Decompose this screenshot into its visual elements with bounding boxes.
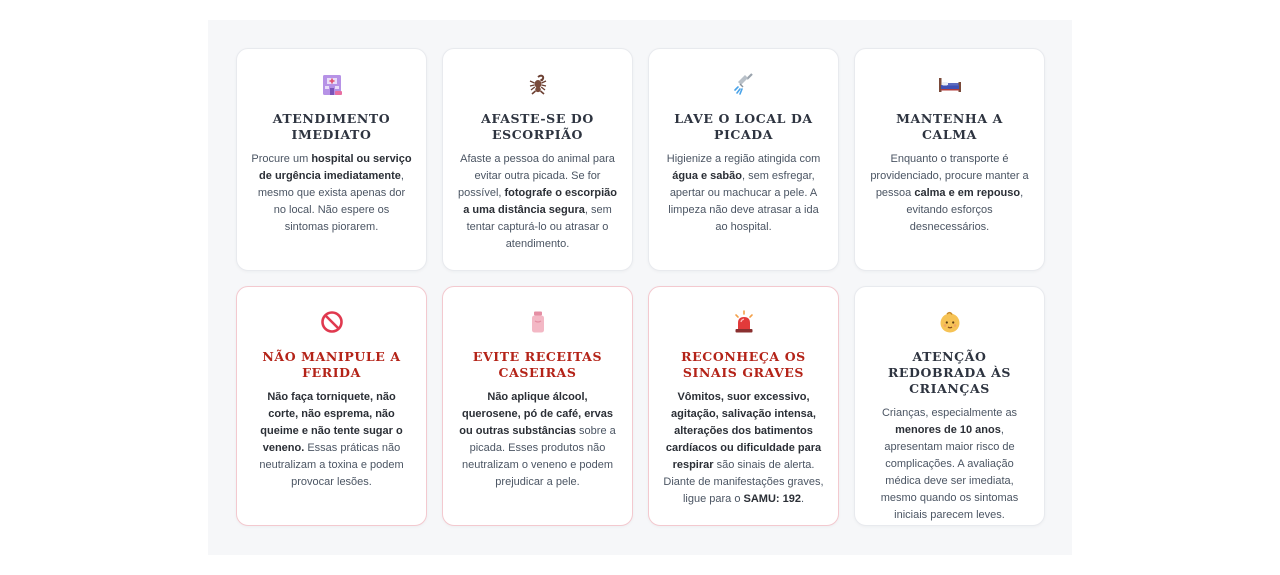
card-afaste-se-do-escorpiao <box>442 48 633 271</box>
card-text: Enquanto o transporte é providenciado, procure manter a pessoa calma e em repouso, evitando esforços desnecessários. <box>870 153 1029 233</box>
first-aid-grid <box>236 48 1045 526</box>
card-text: Não aplique álcool, querosene, pó de café, ervas ou outras substâncias sobre a picada. Esses produtos não neutralizam o veneno e podem prejudicar a pele. <box>459 391 616 488</box>
card-mantenha-a-calma <box>854 48 1045 271</box>
card-title: EVITE RECEITAS CASEIRAS <box>472 349 603 380</box>
card-title: AFASTE-SE DO ESCORPIÃO <box>481 111 594 142</box>
card-title: ATENDIMENTO IMEDIATO <box>272 111 391 142</box>
card-text: Afaste a pessoa do animal para evitar outra picada. Se for possível, fotografe o escorpião a uma distância segura, sem tentar capturá-lo ou atrasar o atendimento. <box>458 153 617 250</box>
card-text: Vômitos, suor excessivo, agitação, salivação intensa, alterações dos batimentos cardíacos ou dificuldade para respirar são sinais de alerta. Diante de manifestações graves, ligue para o SAMU: 192. <box>663 391 824 505</box>
prohibited-icon <box>251 309 412 335</box>
card-atendimento-imediato <box>236 48 427 271</box>
shower-icon <box>663 71 824 97</box>
card-lave-o-local-da-picada <box>648 48 839 271</box>
jar-icon <box>457 309 618 335</box>
card-title: LAVE O LOCAL DA PICADA <box>674 111 813 142</box>
card-text: Não faça torniquete, não corte, não esprema, não queime e não tente sugar o veneno. Essas práticas não neutralizam a toxina e podem provocar lesões. <box>259 391 404 488</box>
card-atencao-redobrada-as-criancas <box>854 286 1045 526</box>
card-evite-receitas-caseiras <box>442 286 633 526</box>
card-title: MANTENHA A CALMA <box>896 111 1003 142</box>
hospital-icon <box>251 71 412 97</box>
card-text: Higienize a região atingida com água e sabão, sem esfregar, apertar ou machucar a pele. A limpeza não deve atrasar a ida ao hospital. <box>666 153 821 233</box>
card-reconheca-os-sinais-graves <box>648 286 839 526</box>
siren-icon <box>663 309 824 335</box>
card-text: Crianças, especialmente as menores de 10 anos, apresentam maior risco de complicações. A avaliação médica deve ser imediata, mesmo quando os sintomas iniciais parecem leves. <box>880 407 1019 521</box>
first-aid-section <box>208 20 1072 555</box>
card-text: Procure um hospital ou serviço de urgência imediatamente, mesmo que exista apenas dor no local. Não espere os sintomas piorarem. <box>251 153 412 233</box>
card-nao-manipule-a-ferida <box>236 286 427 526</box>
card-title: ATENÇÃO REDOBRADA ÀS CRIANÇAS <box>887 349 1012 396</box>
card-title: NÃO MANIPULE A FERIDA <box>262 349 401 380</box>
bed-icon <box>869 71 1030 97</box>
card-title: RECONHEÇA OS SINAIS GRAVES <box>681 349 806 380</box>
baby-icon <box>869 309 1030 335</box>
scorpion-icon <box>457 71 618 97</box>
